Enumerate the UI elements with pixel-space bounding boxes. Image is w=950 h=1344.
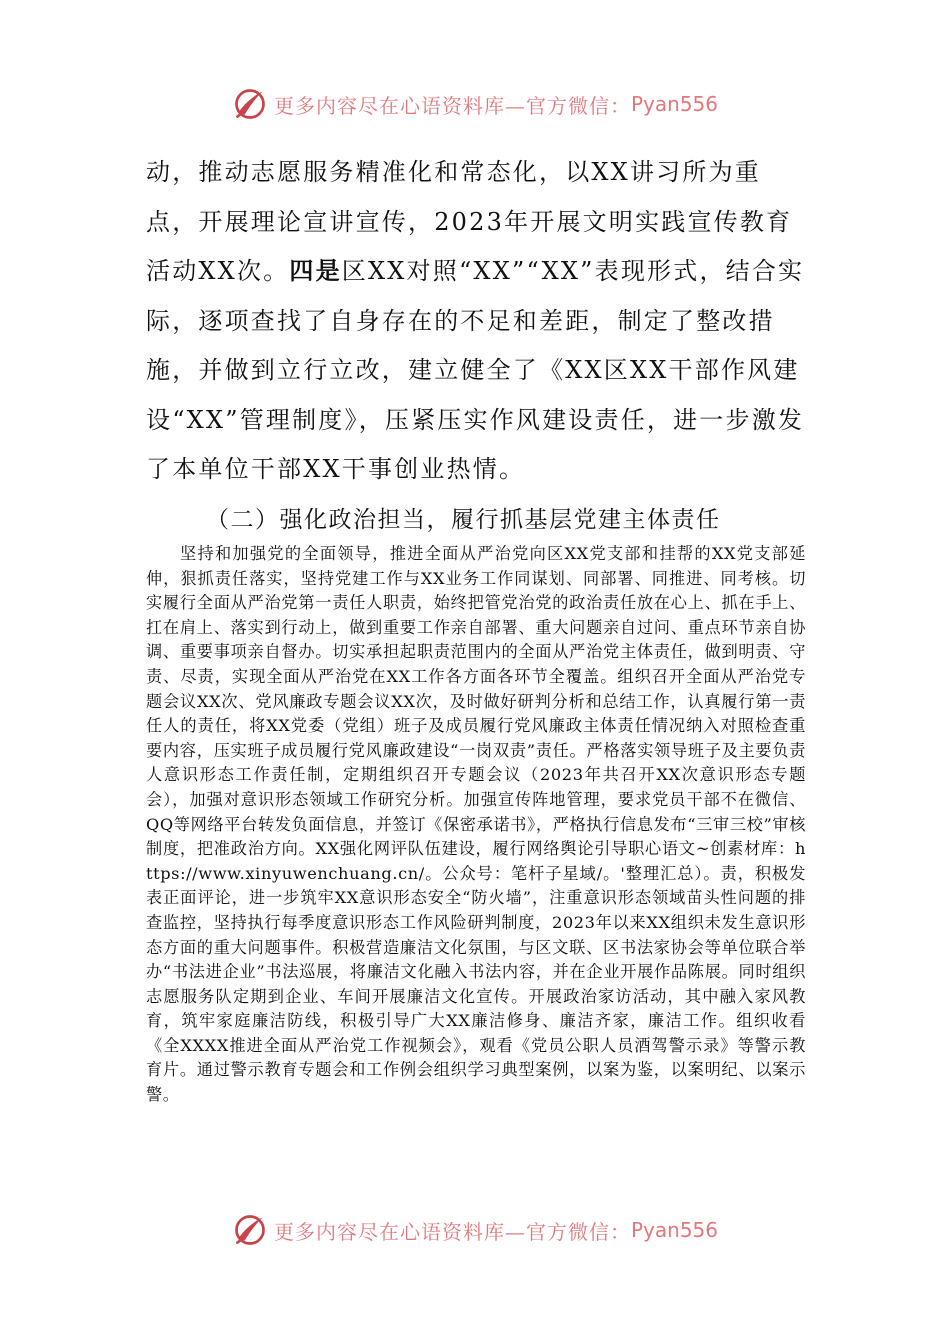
footer-watermark [0,1210,950,1250]
watermark-handle: Pyan556 [630,1218,718,1242]
watermark-text: 更多内容尽在心语资料库—官方微信： [273,93,631,118]
brush-logo-icon [232,86,268,122]
brush-logo-icon [232,1212,268,1248]
header-watermark [0,84,950,124]
paragraph-text-part2: 区XX对照“XX”“XX”表现形式，结合实际，逐项查找了自身存在的不足和差距，制定了整改措施，并做到立行立改，建立健全了《XX区XX干部作风建设“XX”管理制度》，压紧压实作风建设责任，进一步激发了本单位干部XX干事创业热情。 [146,257,805,483]
bold-lead: 四是 [289,257,342,285]
watermark-text: 更多内容尽在心语资料库—官方微信： [273,1219,631,1244]
continuation-paragraph [146,148,806,495]
watermark-handle: Pyan556 [630,92,718,116]
body-paragraph: 坚持和加强党的全面领导，推进全面从严治党向区XX党支部和挂帮的XX党支部延伸，狠抓责任落实，坚持党建工作与XX业务工作同谋划、同部署、同推进、同考核。切实履行全面从严治党第一责任人职责，始终把管党治党的政治责任放在心上、抓在手上、扛在肩上、落实到行动上，做到重要工作亲自部署、重大问题亲自过问、重点环节亲自协调、重要事项亲自督办。切实承担起职责范围内的全面从严治党主体责任，做到明责、守责、尽责，实现全面从严治党在XX工作各方面各环节全覆盖。组织召开全面从严治党专题会议XX次、党风廉政专题会议XX次，及时做好研判分析和总结工作，认真履行第一责任人的责任，将XX党委（党组）班子及成员履行党风廉政主体责任情况纳入对照检查重要内容，压实班子成员履行党风廉政建设“一岗双责”责任。严格落实领导班子及主要负责人意识形态工作责任制，定期组织召开专题会议（2023年共召开XX次意识形态专题会），加强对意识形态领域工作研究分析。加强宣传阵地管理，要求党员干部不在微信、QQ等网络平台转发负面信息，并签订《保密承诺书》，严格执行信息发布“三审三校”审核制度，把准政治方向。XX强化网评队伍建设，履行网络舆论引导职心语文~创素材库：https://www.xinyuwenchuang.cn/。公众号：笔杆子星域/。'整理汇总）。责，积极发表正面评论，进一步筑牢XX意识形态安全“防火墙”，注重意识形态领域苗头性问题的排查监控，坚持执行每季度意识形态工作风险研判制度，2023年以来XX组织未发生意识形态方面的重大问题事件。积极营造廉洁文化氛围，与区文联、区书法家协会等单位联合举办“书法进企业”书法巡展，将廉洁文化融入书法内容，并在企业开展作品陈展。同时组织志愿服务队定期到企业、车间开展廉洁文化宣传。开展政治家访活动，其中融入家风教育，筑牢家庭廉洁防线，积极引导广大XX廉洁修身、廉洁齐家，廉洁工作。组织收看《全XXXX推进全面从严治党工作视频会》，观看《党员公职人员酒驾警示录》等警示教育片。通过警示教育专题会和工作例会组织学习典型案例，以案为鉴，以案明纪、以案示警。 [146,544,806,1105]
paragraph-text-part1: 动，推动志愿服务精准化和常态化，以XX讲习所为重点，开展理论宣讲宣传，2023年开展文明实践宣传教育活动XX次。 [146,158,793,285]
section-heading: （二）强化政治担当，履行抓基层党建主体责任 [206,507,721,533]
